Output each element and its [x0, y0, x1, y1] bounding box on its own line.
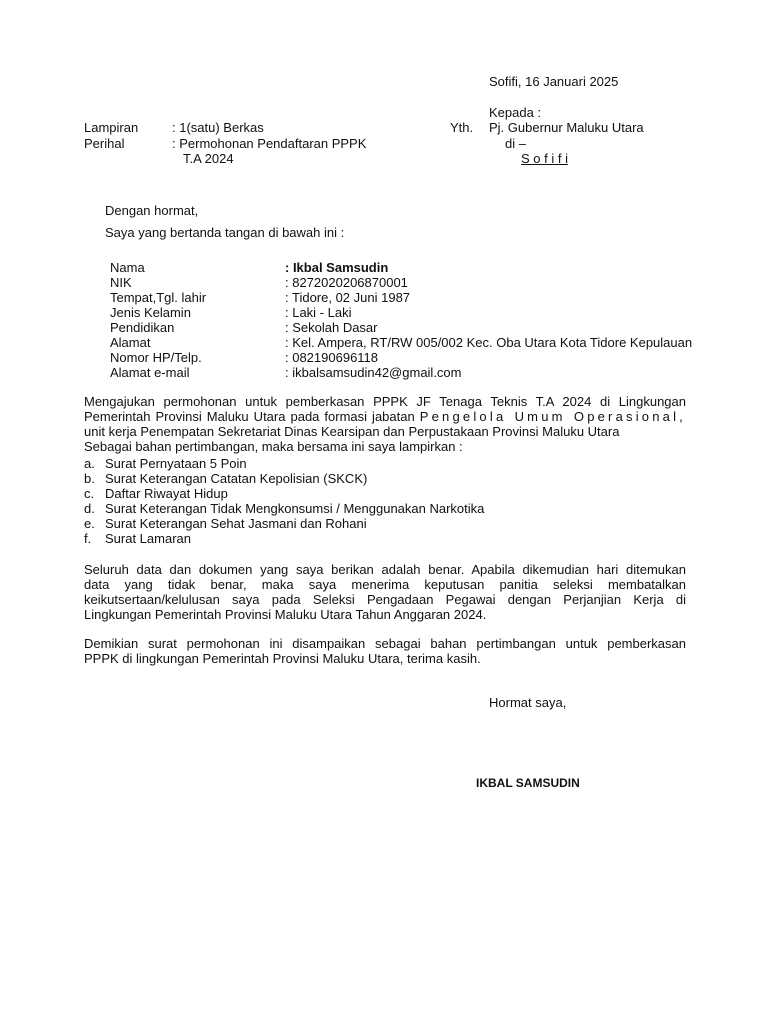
lampiran-value: : 1(satu) Berkas: [172, 120, 264, 135]
kepada-label: Kepada :: [489, 105, 542, 120]
paragraph-line: Lingkungan Pemerintah Provinsi Maluku Utara Tahun Anggaran 2024.: [84, 607, 487, 622]
identity-value: : Tidore, 02 Juni 1987: [285, 290, 411, 305]
identity-value: : Ikbal Samsudin: [285, 260, 389, 275]
paragraph-line: [84, 409, 686, 424]
list-marker: d.: [84, 501, 95, 516]
application-paragraph: [84, 394, 686, 454]
signatory-name: IKBAL SAMSUDIN: [476, 776, 580, 790]
identity-label: Nomor HP/Telp.: [110, 350, 202, 365]
identity-value: : ikbalsamsudin42@gmail.com: [285, 365, 462, 380]
list-marker: a.: [84, 456, 95, 471]
list-item-text: Surat Keterangan Catatan Kepolisian (SKCK): [105, 471, 368, 486]
identity-value: : Kel. Ampera, RT/RW 005/002 Kec. Oba Utara Kota Tidore Kepulauan: [285, 335, 693, 350]
identity-label: Tempat,Tgl. lahir: [110, 290, 207, 305]
list-item-text: Surat Lamaran: [105, 531, 191, 546]
declaration-paragraph: [84, 562, 686, 622]
position-title: Pengelola Umum Operasional,: [419, 409, 686, 424]
recipient-name: Pj. Gubernur Maluku Utara: [489, 120, 644, 135]
paragraph-line: unit kerja Penempatan Sekretariat Dinas Kearsipan dan Perpustakaan Provinsi Maluku Utara: [84, 424, 620, 439]
paragraph-line: keikutsertaan/kelulusan saya pada Seleksi Pengadaan Pegawai dengan Perjanjian Kerja di: [84, 592, 686, 607]
recipient-di: di –: [505, 136, 526, 151]
list-item-text: Surat Keterangan Tidak Mengkonsumsi / Menggunakan Narkotika: [105, 501, 485, 516]
list-item-text: Surat Keterangan Sehat Jasmani dan Rohani: [105, 516, 367, 531]
paragraph-line: PPPK di lingkungan Pemerintah Provinsi Maluku Utara, terima kasih.: [84, 651, 481, 666]
paragraph-line: data yang tidak benar, maka saya menerima keputusan panitia seleksi membatalkan: [84, 577, 686, 592]
identity-label: Alamat: [110, 335, 151, 350]
yth-label: Yth.: [450, 120, 474, 135]
recipient-city: S o f i f i: [521, 151, 568, 166]
identity-value: : Sekolah Dasar: [285, 320, 378, 335]
identity-label: Alamat e-mail: [110, 365, 190, 380]
identity-label: Nama: [110, 260, 145, 275]
list-marker: e.: [84, 516, 95, 531]
list-marker: f.: [84, 531, 92, 546]
closing-salutation: Hormat saya,: [489, 695, 567, 710]
paragraph-line: Seluruh data dan dokumen yang saya berikan adalah benar. Apabila dikemudian hari ditemukan: [84, 562, 686, 577]
paragraph-line-prefix: Pemerintah Provinsi Maluku Utara pada formasi jabatan: [84, 409, 415, 424]
identity-value: : 8272020206870001: [285, 275, 408, 290]
perihal-value-continued: T.A 2024: [183, 151, 234, 166]
list-item-text: Surat Pernyataan 5 Poin: [105, 456, 247, 471]
paragraph-line: Demikian surat permohonan ini disampaikan sebagai bahan pertimbangan untuk pemberkasan: [84, 636, 686, 651]
intro-text: Saya yang bertanda tangan di bawah ini :: [105, 225, 345, 240]
list-item-text: Daftar Riwayat Hidup: [105, 486, 228, 501]
lampiran-label: Lampiran: [84, 120, 139, 135]
closing-paragraph: [84, 636, 686, 666]
greeting: Dengan hormat,: [105, 203, 199, 218]
paragraph-line: Sebagai bahan pertimbangan, maka bersama ini saya lampirkan :: [84, 439, 463, 454]
identity-label: NIK: [110, 275, 132, 290]
identity-value: : Laki - Laki: [285, 305, 352, 320]
identity-value: : 082190696118: [285, 350, 379, 365]
letter-date: Sofifi, 16 Januari 2025: [489, 74, 619, 89]
perihal-label: Perihal: [84, 136, 125, 151]
identity-label: Pendidikan: [110, 320, 175, 335]
perihal-value: : Permohonan Pendaftaran PPPK: [172, 136, 367, 151]
list-marker: c.: [84, 486, 95, 501]
identity-label: Jenis Kelamin: [110, 305, 191, 320]
paragraph-line: Mengajukan permohonan untuk pemberkasan PPPK JF Tenaga Teknis T.A 2024 di Lingkungan: [84, 394, 686, 409]
list-marker: b.: [84, 471, 95, 486]
